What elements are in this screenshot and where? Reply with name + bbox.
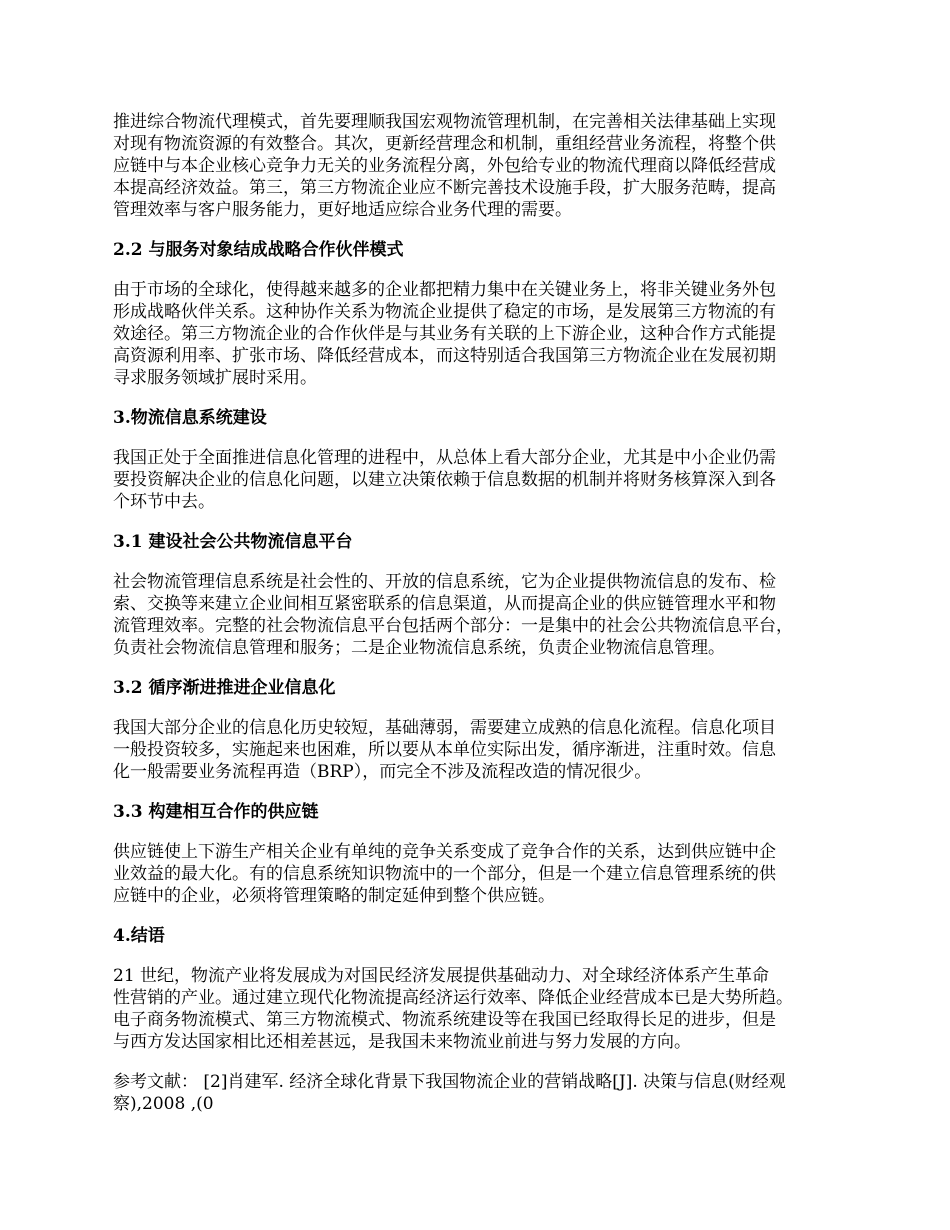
heading-3-1: 3.1 建设社会公共物流信息平台: [113, 532, 353, 552]
heading-3-2: 3.2 循序渐进推进企业信息化: [113, 678, 336, 698]
heading-3: 3.物流信息系统建设: [113, 408, 267, 428]
paragraph-logistics-agency: 推进综合物流代理模式，首先要理顺我国宏观物流管理机制，在完善相关法律基础上实现 对现有物流资源的有效整合。其次，更新经营理念和机制，重组经营业务流程，将整个供 应链中与本企业核心竞争力无关的业务流程分离，外包给专业的物流代理商以降低经营成 本提高经济效益。第三，第三方物流企业应不断完善技术设施手段，扩大服务范畴，提高 管理效率与客户服务能力，更好地适应综合业务代理的需要。: [113, 112, 776, 220]
heading-4: 4.结语: [113, 926, 165, 946]
paragraph-conclusion: 21 世纪，物流产业将发展成为对国民经济发展提供基础动力、对全球经济体系产生革命 性营销的产业。通过建立现代化物流提高经济运行效率、降低企业经营成本已是大势所趋。 电子商务物流模式、第三方物流模式、物流系统建设等在我国已经取得长足的进步，但是 与西方发达国家相比还相差甚远，是我国未来物流业前进与努力发展的方向。: [113, 966, 793, 1052]
heading-3-3: 3.3 构建相互合作的供应链: [113, 802, 319, 822]
paragraph-information-system: 我国正处于全面推进信息化管理的进程中，从总体上看大部分企业，尤其是中小企业仍需 要投资解决企业的信息化问题，以建立决策依赖于信息数据的机制并将财务核算深入到各 个环节中去。: [113, 448, 776, 512]
paragraph-informatization: 我国大部分企业的信息化历史较短，基础薄弱，需要建立成熟的信息化流程。信息化项目 一般投资较多，实施起来也困难，所以要从本单位实际出发，循序渐进，注重时效。信息 化一般需要业务流程再造（BRP），而完全不涉及流程改造的情况很少。: [113, 718, 776, 782]
paragraph-public-platform: 社会物流管理信息系统是社会性的、开放的信息系统，它为企业提供物流信息的发布、检 索、交换等来建立企业间相互紧密联系的信息渠道，从而提高企业的供应链管理水平和物 流管理效率。完整的社会物流信息平台包括两个部分：一是集中的社会公共物流信息平台， 负责社会物流信息管理和服务；二是企业物流信息系统，负责企业物流信息管理。: [113, 572, 793, 658]
paragraph-supply-chain: 供应链使上下游生产相关企业有单纯的竞争关系变成了竞争合作的关系，达到供应链中企 业效益的最大化。有的信息系统知识物流中的一个部分，但是一个建立信息管理系统的供 应链中的企业，必须将管理策略的制定延伸到整个供应链。: [113, 842, 776, 906]
document-body: [113, 111, 848, 1133]
paragraph-strategic-partnership: 由于市场的全球化，使得越来越多的企业都把精力集中在关键业务上，将非关键业务外包 形成战略伙伴关系。这种协作关系为物流企业提供了稳定的市场，是发展第三方物流的有 效途径。第三方物流企业的合作伙伴是与其业务有关联的上下游企业，这种合作方式能提 高资源利用率、扩张市场、降低经营成本，而这特别适合我国第三方物流企业在发展初期 寻求服务领域扩展时采用。: [113, 280, 776, 388]
heading-2-2: 2.2 与服务对象结成战略合作伙伴模式: [113, 240, 404, 260]
references: 参考文献： [2]肖建军. 经济全球化背景下我国物流企业的营销战略[J]. 决策与信息(财经观 察),2008 ,(0: [113, 1072, 786, 1114]
